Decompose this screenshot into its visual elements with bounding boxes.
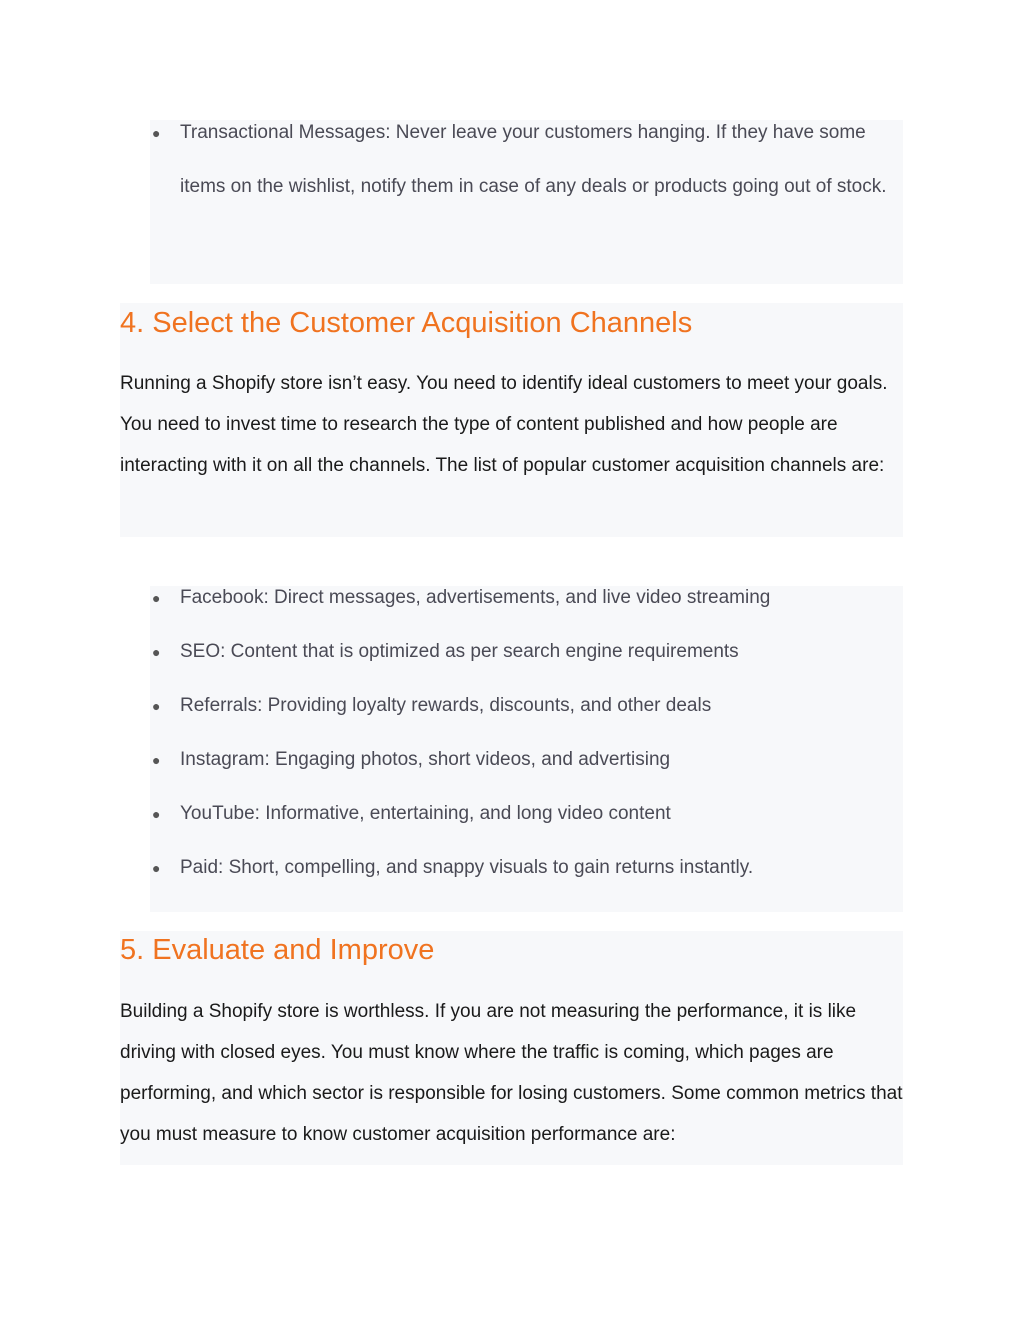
channels-list-block xyxy=(150,586,903,912)
bullet-icon: ● xyxy=(152,752,161,768)
section-heading: 5. Evaluate and Improve xyxy=(120,934,435,966)
section-heading: 4. Select the Customer Acquisition Channels xyxy=(120,307,693,339)
bullet-icon: ● xyxy=(152,125,161,141)
section-4-block xyxy=(120,303,903,537)
list-item-text: Referrals: Providing loyalty rewards, discounts, and other deals xyxy=(180,695,712,716)
section-paragraph: Building a Shopify store is worthless. If you are not measuring the performance, it is like driving with closed eyes. You must know where the traffic is coming, which pages are performing, and which sector is responsible for losing customers. Some common metrics that you must measure to know customer acquisition performance are: xyxy=(120,1001,903,1145)
channels-list xyxy=(150,571,903,895)
list-item-text: YouTube: Informative, entertaining, and long video content xyxy=(180,803,671,824)
list-item xyxy=(150,625,903,679)
list-item xyxy=(150,733,903,787)
list-item xyxy=(150,571,903,625)
list-item-text: Instagram: Engaging photos, short videos, and advertising xyxy=(180,749,671,770)
bullet-icon: ● xyxy=(152,806,161,822)
list-item-text: Paid: Short, compelling, and snappy visuals to gain returns instantly. xyxy=(180,857,754,878)
list-item-text: Facebook: Direct messages, advertisements, and live video streaming xyxy=(180,587,771,608)
bullet-icon: ● xyxy=(152,644,161,660)
section-paragraph: Running a Shopify store isn’t easy. You need to identify ideal customers to meet your goals. You need to invest time to research the type of content published and how people are interacting with it on all the channels. The list of popular customer acquisition channels are: xyxy=(120,373,888,476)
bullet-icon: ● xyxy=(152,698,161,714)
list-item xyxy=(150,787,903,841)
list-item-text: Transactional Messages: Never leave your customers hanging. If they have some items on the wishlist, notify them in case of any deals or products going out of stock. xyxy=(180,122,887,197)
section-5-block xyxy=(120,931,903,1165)
list-item xyxy=(150,106,903,214)
list-item-text: SEO: Content that is optimized as per search engine requirements xyxy=(180,641,739,662)
transactional-list-block xyxy=(150,120,903,284)
list-item xyxy=(150,679,903,733)
list-item xyxy=(150,841,903,895)
bullet-icon: ● xyxy=(152,860,161,876)
bullet-icon: ● xyxy=(152,590,161,606)
transactional-list xyxy=(150,106,903,214)
